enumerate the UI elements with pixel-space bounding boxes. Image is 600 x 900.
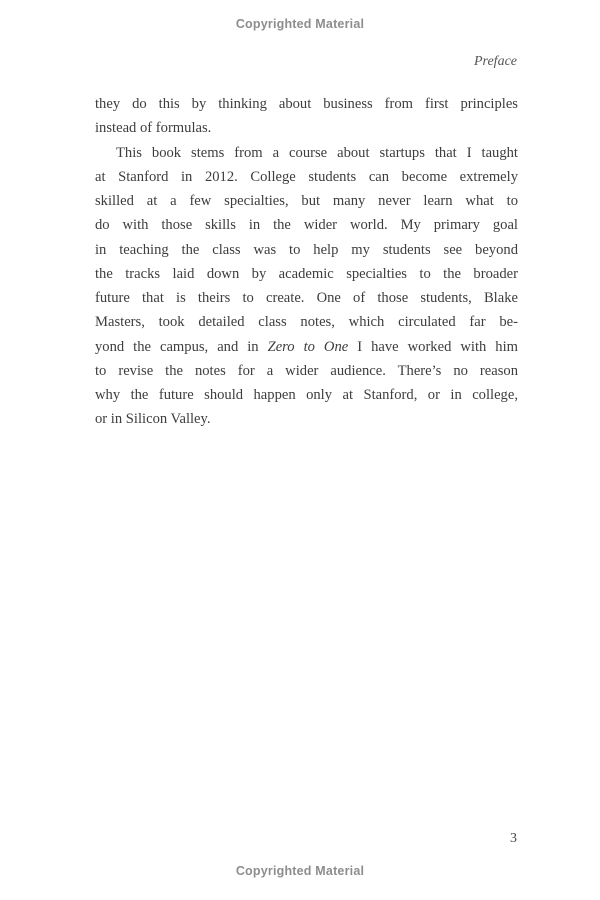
text-line: [95, 165, 518, 189]
copyright-notice-bottom: Copyrighted Material: [235, 864, 365, 878]
text-segment: Masters, took detailed class notes, which circulated far be-: [95, 314, 518, 331]
text-line: [95, 407, 518, 431]
running-header: Preface: [473, 54, 517, 69]
text-segment: they do this by thinking about business from first principles: [95, 96, 518, 112]
text-line: [95, 262, 518, 286]
text-segment: yond the campus, and in: [95, 338, 268, 355]
text-line: [95, 141, 518, 165]
text-segment: why the future should happen only at Stanford, or in college,: [95, 387, 518, 403]
text-segment: instead of formulas.: [95, 120, 212, 137]
text-line: [95, 92, 518, 116]
text-segment: skilled at a few specialties, but many never learn what to: [95, 193, 518, 209]
text-line: [95, 189, 518, 213]
paragraph: [95, 141, 518, 432]
text-segment: in teaching the class was to help my students see beyond: [95, 241, 518, 258]
text-line: [95, 335, 518, 359]
copyright-notice-top: Copyrighted Material: [235, 17, 365, 31]
text-line: [95, 286, 518, 310]
text-segment: at Stanford in 2012. College students can become extremely: [95, 168, 518, 185]
text-line: [95, 310, 518, 334]
text-line: [95, 359, 518, 383]
text-segment: future that is theirs to create. One of those students, Blake: [95, 290, 518, 306]
text-segment: or in Silicon Valley.: [95, 411, 211, 428]
italic-book-title: Zero to One: [267, 338, 349, 355]
paragraph: [95, 92, 518, 141]
text-segment: I have worked with him: [348, 338, 518, 355]
text-segment: This book stems from a course about startups that I taught: [116, 144, 518, 161]
text-line: [95, 383, 518, 407]
text-segment: the tracks laid down by academic specialties to the broader: [95, 265, 518, 282]
text-line: [95, 213, 518, 237]
text-line: [95, 238, 518, 262]
page-number: 3: [510, 831, 517, 846]
text-line: [95, 116, 518, 140]
body-text: [95, 92, 518, 432]
text-segment: do with those skills in the wider world. My primary goal: [95, 217, 518, 234]
text-segment: to revise the notes for a wider audience. There’s no reason: [95, 362, 518, 379]
